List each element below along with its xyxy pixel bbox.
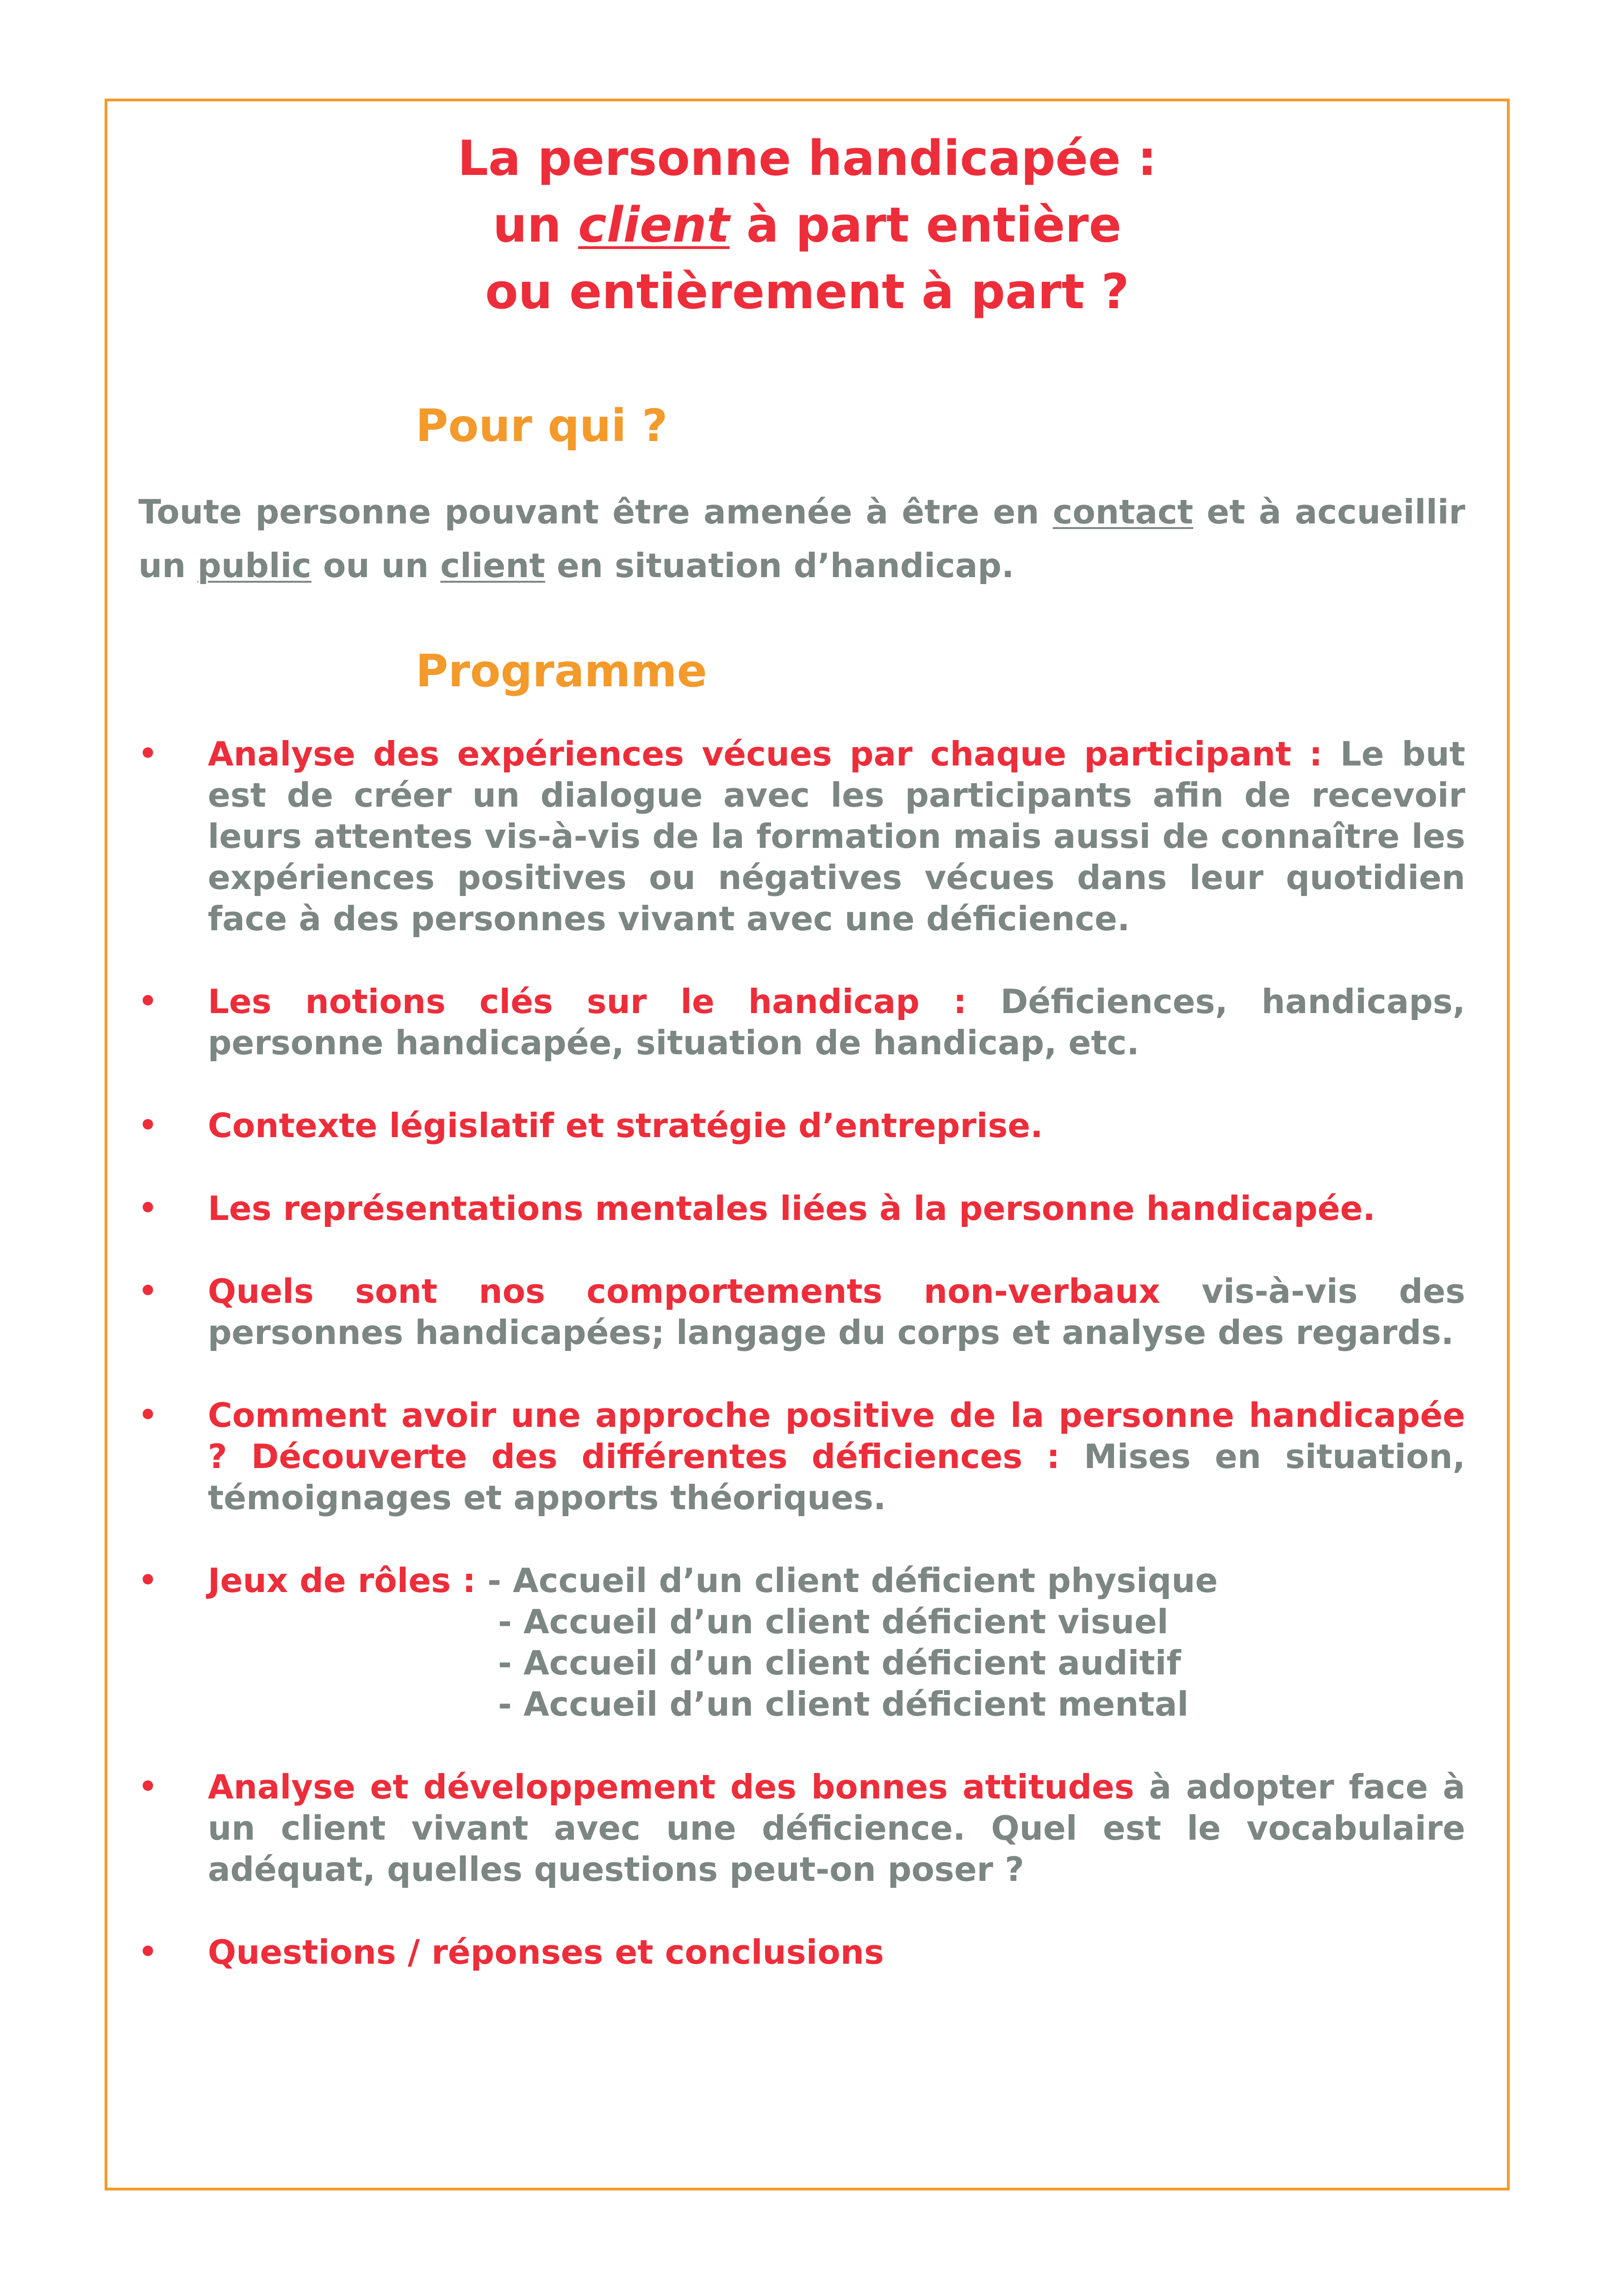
audience-text-1: Toute personne pouvant être amenée à être en <box>138 492 1053 531</box>
bullet-icon: • <box>138 1563 157 1598</box>
item-label: Comment avoir une approche positive de la personne handicapée ? Découverte des différentes déficiences : <box>208 1396 1465 1476</box>
page-title <box>105 125 1510 325</box>
program-list <box>138 734 1465 2015</box>
title-client-emphasis: client <box>578 197 730 253</box>
item-text: vis-à-vis des personnes handicapées; langage du corps et analyse des regards. <box>208 1272 1466 1352</box>
role-line: - Accueil d’un client déficient visuel <box>498 1602 1169 1641</box>
item-text: Le but est de créer un dialogue avec les participants afin de recevoir leurs attentes vis-à-vis de la formation mais aussi de connaître les expériences positives ou négatives vécues dans leur quotidien face à des personnes vivant avec une déficience. <box>208 734 1465 938</box>
audience-heading: Pour qui ? <box>416 400 668 452</box>
item-label: Les notions clés sur le handicap : <box>208 982 967 1021</box>
list-item <box>138 1932 1465 1973</box>
title-line-3: ou entièrement à part ? <box>485 263 1129 320</box>
item-text: à adopter face à un client vivant avec une déficience. Quel est le vocabulaire adéquat, quelles questions peut-on poser ? <box>208 1767 1466 1889</box>
audience-text-4: en situation d’handicap. <box>545 546 1014 585</box>
program-heading: Programme <box>416 645 707 697</box>
role-line: - Accueil d’un client déficient mental <box>498 1685 1189 1724</box>
bullet-icon: • <box>138 1108 157 1143</box>
list-item-roles <box>138 1560 1465 1725</box>
item-text: Déficiences, handicaps, personne handicapée, situation de handicap, etc. <box>208 982 1465 1062</box>
audience-text-2: et à accueillir un <box>138 492 1466 585</box>
title-line-1: La personne handicapée : <box>457 130 1157 187</box>
underlined-contact: contact <box>1052 492 1194 531</box>
list-item <box>138 1105 1465 1146</box>
audience-text <box>138 485 1465 592</box>
title-line-2-before: un <box>492 197 579 253</box>
underlined-public: public <box>197 546 311 585</box>
list-item <box>138 1271 1465 1353</box>
audience-text-3: ou un <box>311 546 441 585</box>
item-label: Analyse et développement des bonnes attitudes <box>208 1767 1134 1806</box>
item-label: Quels sont nos comportements non-verbaux <box>208 1272 1160 1311</box>
bullet-icon: • <box>138 984 157 1019</box>
item-label: Les représentations mentales liées à la personne handicapée. <box>208 1189 1375 1228</box>
item-label: Contexte législatif et stratégie d’entreprise. <box>208 1106 1043 1145</box>
bullet-icon: • <box>138 1274 157 1308</box>
list-item <box>138 981 1465 1064</box>
role-line: - Accueil d’un client déficient auditif <box>498 1643 1181 1682</box>
bullet-icon: • <box>138 1191 157 1226</box>
title-line-2-after: à part entière <box>729 197 1122 253</box>
bullet-icon: • <box>138 1935 157 1969</box>
bullet-icon: • <box>138 1770 157 1804</box>
list-item <box>138 734 1465 940</box>
list-item <box>138 1767 1465 1890</box>
item-label: Jeux de rôles : <box>208 1561 476 1600</box>
role-line: - Accueil d’un client déficient physique <box>476 1561 1218 1600</box>
bullet-icon: • <box>138 1398 157 1432</box>
item-label: Analyse des expériences vécues par chaque participant : <box>208 734 1323 773</box>
item-text: Mises en situation, témoignages et apports théoriques. <box>208 1437 1465 1517</box>
list-item <box>138 1395 1465 1518</box>
underlined-client: client <box>440 546 545 585</box>
list-item <box>138 1188 1465 1229</box>
item-label: Questions / réponses et conclusions <box>208 1933 884 1972</box>
bullet-icon: • <box>138 737 157 771</box>
title-line-2 <box>105 192 1510 258</box>
